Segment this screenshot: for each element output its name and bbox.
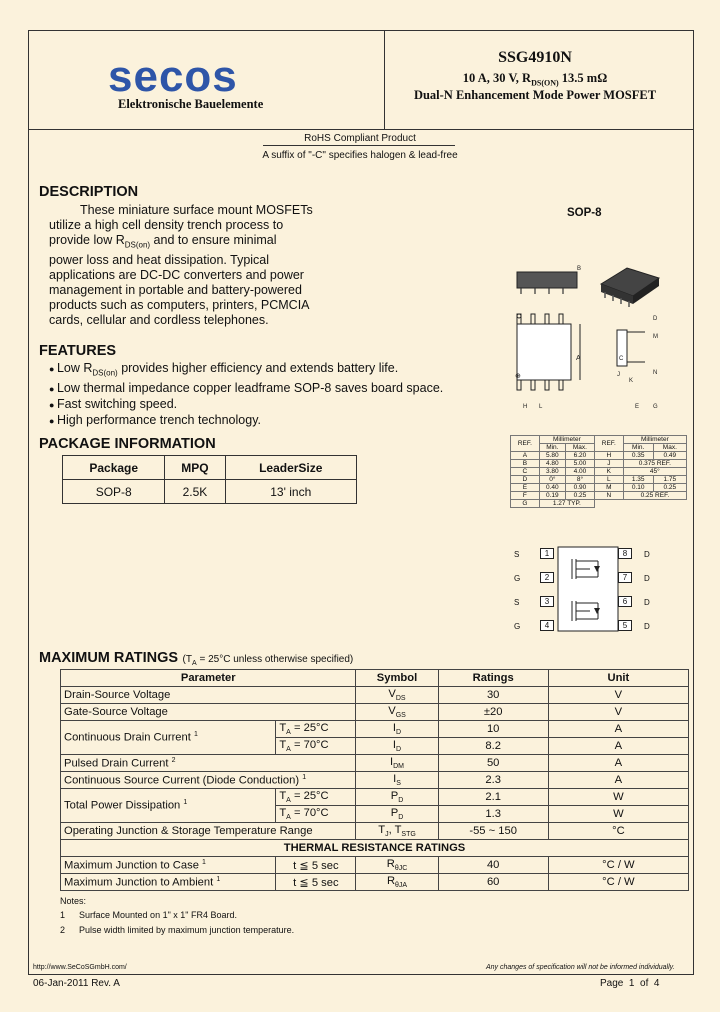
max-ratings-heading: MAXIMUM RATINGS ($T_A = 25^\circ C$ unless otherwise specified): [39, 650, 354, 667]
feature-item: ● High performance trench technology.: [49, 412, 261, 427]
pinout-diagram: [510, 545, 660, 637]
halogen-text: A suffix of "-C" specifies halogen & lead-free: [262, 150, 458, 161]
pin-number: 6: [618, 596, 632, 607]
pin-label: G: [514, 622, 521, 631]
table-row: $T_A = 70^\circ C$ $P_D$ 1.3 W: [61, 806, 689, 823]
description-heading: DESCRIPTION: [39, 184, 139, 200]
table-row: Operating Junction & Storage Temperature Range $T_J$, $T_{STG}$ -55 ~ 150 °C: [61, 823, 689, 840]
features-list: [49, 361, 469, 429]
svg-text:H: H: [523, 404, 528, 410]
rohs-text: RoHS Compliant Product: [304, 133, 416, 144]
svg-text:B: B: [577, 266, 582, 272]
table-row: Drain-Source Voltage $V_{DS}$ 30 V: [61, 687, 689, 704]
pin-number: 5: [618, 620, 632, 631]
pin-number: 1: [540, 548, 554, 559]
pin-number: 7: [618, 572, 632, 583]
svg-text:A: A: [576, 355, 581, 362]
thermal-heading: THERMAL RESISTANCE RATINGS: [61, 840, 689, 857]
pin-label: S: [514, 598, 520, 607]
table-row: F 0.19 0.25 N 0.25 REF.: [511, 492, 687, 500]
footer-disclaimer: Any changes of specification will not be informed individually.: [486, 964, 675, 971]
pin-label: D: [644, 622, 650, 631]
table-row: Maximum Junction to Case $^1$ t ≦ 5 sec $R_{\theta JC}$ 40 °C / W: [61, 857, 689, 874]
svg-text:K: K: [629, 378, 634, 384]
pin-label: G: [514, 574, 521, 583]
title-block: [385, 49, 685, 103]
footer-url[interactable]: http://www.SeCoSGmbH.com/: [33, 964, 127, 971]
pin-label: D: [644, 550, 650, 559]
company-logo: secos: [108, 52, 238, 101]
svg-text:L: L: [539, 404, 543, 410]
ratings-table: Parameter Symbol Ratings Unit Drain-Source Voltage $V_{DS}$ 30 V Gate-Source Voltage $V_{GS}$ ±20 V Continuous Drain Current $^1$ $T_A = 25^\circ C$ $I_D$ 10 A $T_A = 70^\circ C$ $I_D$ 8.2 A Pulsed Drain Current $^2$ $I_{DM}$ 50 A Continuous Source Current (Diode Conduction) $^1$ $I_S$ 2.3 A Total Power Dissipation $^1$ $T_A = 25^\circ C$ $P_D$ 2.1 W $T_A = 70^\circ C$ $P_D$ 1.3 W Operating Junction & Storage Temperature Range $T_J$, $T_{STG}$ -55 ~ 150 °C THERMAL RESISTANCE RATINGS Maximum Junction to Case $^1$ t ≦ 5 sec $R_{\theta JC}$ 40 °C / W Maximum Junction to Ambient $^1$ t ≦ 5 sec $R_{\theta JA}$ 60 °C / W: [60, 669, 689, 891]
svg-text:N: N: [653, 370, 658, 376]
pin-number: 2: [540, 572, 554, 583]
package-drawing-title: SOP-8: [567, 207, 602, 219]
svg-text:E: E: [635, 404, 640, 410]
table-row: $T_A = 70^\circ C$ $I_D$ 8.2 A: [61, 738, 689, 755]
package-outline-drawing: [505, 262, 675, 412]
table-row: E 0.40 0.90 M 0.10 0.25: [511, 484, 687, 492]
note-2: 2 Pulse width limited by maximum junction temperature.: [60, 925, 295, 935]
feature-item: ● Low thermal impedance copper leadframe SOP-8 saves board space.: [49, 380, 444, 395]
device-type: Dual-N Enhancement Mode Power MOSFET: [413, 87, 657, 102]
logo-subtitle: Elektronische Bauelemente: [118, 97, 264, 111]
table-row: Continuous Drain Current $^1$ $T_A = 25^\circ C$ $I_D$ 10 A: [61, 721, 689, 738]
part-number: SSG4910N: [498, 49, 572, 66]
table-row: Pulsed Drain Current $^2$ $I_{DM}$ 50 A: [61, 755, 689, 772]
table-row: Maximum Junction to Ambient $^1$ t ≦ 5 sec $R_{\theta JA}$ 60 °C / W: [61, 874, 689, 891]
svg-text:⊕: ⊕: [515, 373, 521, 380]
feature-item: ● Fast switching speed.: [49, 396, 178, 411]
dimensions-table: REF. Millimeter REF. Millimeter Min. Max. Min. Max. A 5.80 6.20 H 0.35 0.49 B 4.80 5.00 J 0.375 REF. C 3.80 4.00 K 45° D 0° 8° L 1.35 1.75 E 0.40 0.90 M 0.10 0.25 F 0.19 0.25 N 0.25 REF. G 1.27 TYP.: [510, 435, 687, 508]
footer-page: Page 1 of 4: [600, 978, 660, 989]
table-row: Total Power Dissipation $^1$ $T_A = 25^\circ C$ $P_D$ 2.1 W: [61, 789, 689, 806]
table-row: A 5.80 6.20 H 0.35 0.49: [511, 452, 687, 460]
pin-number: 4: [540, 620, 554, 631]
rohs-divider: [263, 145, 455, 146]
pin-label: S: [514, 550, 520, 559]
svg-text:M: M: [653, 334, 658, 340]
svg-text:J: J: [617, 372, 620, 378]
notes-title: Notes:: [60, 896, 87, 906]
package-info-heading: PACKAGE INFORMATION: [39, 436, 216, 452]
pin-number: 3: [540, 596, 554, 607]
table-row: C 3.80 4.00 K 45°: [511, 468, 687, 476]
note-1: 1 Surface Mounted on 1" x 1" FR4 Board.: [60, 910, 237, 920]
footer-date-rev: 06-Jan-2011 Rev. A: [33, 978, 120, 989]
package-table: Package MPQ LeaderSize SOP-8 2.5K 13' inch: [62, 455, 357, 504]
table-row: D 0° 8° L 1.35 1.75: [511, 476, 687, 484]
feature-item: ● Low $R_{DS(on)}$ provides higher efficiency and extends battery life.: [49, 361, 399, 378]
spec-line: 10 A, 30 V, $R_{DS(ON)}$ 13.5 mΩ: [462, 71, 608, 88]
description-text: These miniature surface mount MOSFETs utilize a high cell density trench process to provide low $R_{DS(on)}$ and to ensure minimal power loss and heat dissipation. Typical applications are DC-DC converters and power management in portable and battery-powered products such as computers, printers, PCMCIA cards, cellular and cordless telephones.: [49, 203, 313, 327]
svg-text:G: G: [653, 404, 658, 410]
pin-label: D: [644, 598, 650, 607]
table-row: Gate-Source Voltage $V_{GS}$ ±20 V: [61, 704, 689, 721]
pin-label: D: [644, 574, 650, 583]
table-row: Continuous Source Current (Diode Conduction) $^1$ $I_S$ 2.3 A: [61, 772, 689, 789]
table-row: G 1.27 TYP.: [511, 500, 687, 508]
table-row: B 4.80 5.00 J 0.375 REF.: [511, 460, 687, 468]
svg-text:C: C: [619, 356, 624, 362]
svg-text:D: D: [653, 316, 658, 322]
pin-number: 8: [618, 548, 632, 559]
features-heading: FEATURES: [39, 343, 117, 359]
